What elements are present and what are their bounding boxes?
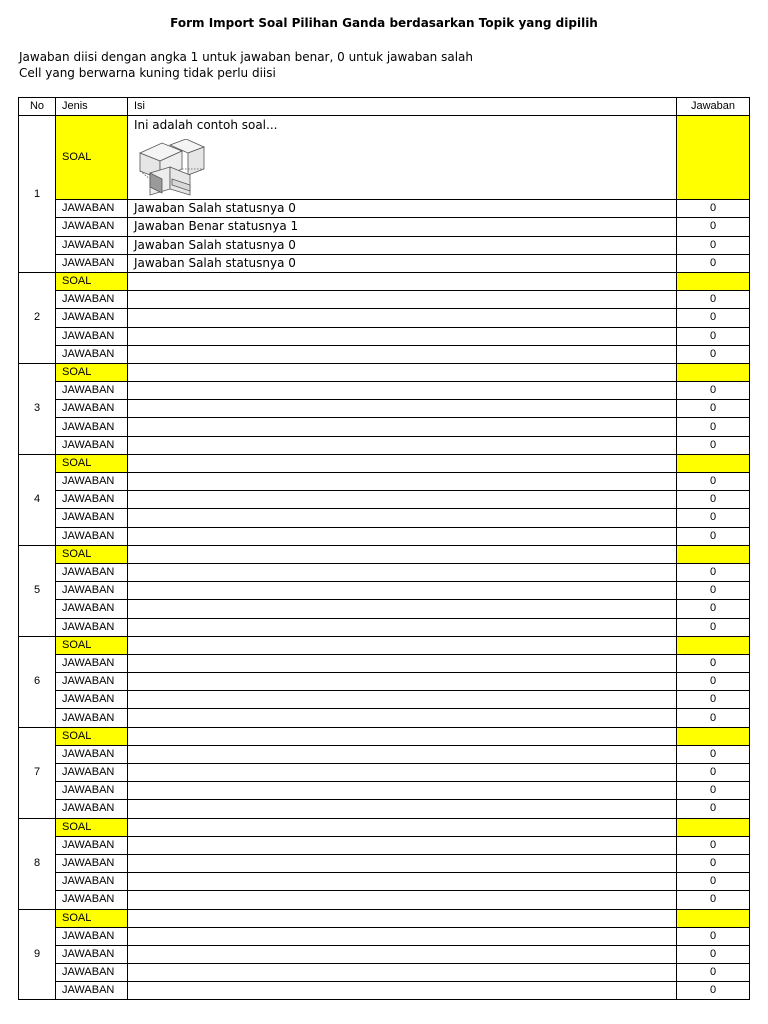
table-body <box>19 116 750 1000</box>
header-jenis: Jenis <box>56 98 128 116</box>
jawaban-row <box>19 291 750 309</box>
jenis-cell: SOAL <box>56 818 128 836</box>
jawaban-value-cell[interactable]: 0 <box>677 600 750 618</box>
jawaban-isi-cell[interactable] <box>128 945 677 963</box>
jawaban-cell-disabled <box>677 727 750 745</box>
jenis-cell: JAWABAN <box>56 600 128 618</box>
question-number: 2 <box>19 272 56 363</box>
jenis-cell: JAWABAN <box>56 891 128 909</box>
question-number: 4 <box>19 454 56 545</box>
jawaban-value-cell[interactable]: 0 <box>677 709 750 727</box>
jenis-cell: SOAL <box>56 454 128 472</box>
header-isi: Isi <box>128 98 677 116</box>
jenis-cell: JAWABAN <box>56 836 128 854</box>
jenis-cell: JAWABAN <box>56 400 128 418</box>
jenis-cell: JAWABAN <box>56 945 128 963</box>
jawaban-row <box>19 945 750 963</box>
jenis-cell: SOAL <box>56 909 128 927</box>
jawaban-value-cell[interactable]: 0 <box>677 527 750 545</box>
jawaban-row <box>19 218 750 236</box>
jawaban-row <box>19 782 750 800</box>
jenis-cell: JAWABAN <box>56 382 128 400</box>
jawaban-value-cell[interactable]: 0 <box>677 745 750 763</box>
soal-isi-cell[interactable] <box>128 116 677 200</box>
jawaban-value-cell[interactable]: 0 <box>677 473 750 491</box>
jenis-cell: JAWABAN <box>56 782 128 800</box>
header-no: No <box>19 98 56 116</box>
jawaban-row <box>19 400 750 418</box>
jenis-cell: JAWABAN <box>56 218 128 236</box>
jawaban-isi-cell[interactable] <box>128 691 677 709</box>
jawaban-value-cell[interactable]: 0 <box>677 563 750 581</box>
jenis-cell: JAWABAN <box>56 254 128 272</box>
jawaban-value-cell[interactable]: 0 <box>677 891 750 909</box>
jenis-cell: JAWABAN <box>56 800 128 818</box>
soal-isi-cell[interactable] <box>128 636 677 654</box>
table-header-row <box>19 98 750 116</box>
soal-row <box>19 636 750 654</box>
jawaban-isi-cell[interactable] <box>128 436 677 454</box>
instruction-line: Jawaban diisi dengan angka 1 untuk jawaban benar, 0 untuk jawaban salah <box>19 50 473 64</box>
jawaban-value-cell[interactable]: 0 <box>677 764 750 782</box>
import-table <box>18 97 750 1000</box>
jawaban-isi-cell[interactable] <box>128 927 677 945</box>
jawaban-cell-disabled <box>677 272 750 290</box>
jawaban-isi-cell[interactable]: Jawaban Salah statusnya 0 <box>128 236 677 254</box>
jawaban-isi-cell[interactable] <box>128 382 677 400</box>
jenis-cell: JAWABAN <box>56 418 128 436</box>
jawaban-isi-cell[interactable] <box>128 800 677 818</box>
jawaban-value-cell[interactable]: 0 <box>677 964 750 982</box>
jawaban-row <box>19 964 750 982</box>
question-number: 7 <box>19 727 56 818</box>
jawaban-row <box>19 382 750 400</box>
jawaban-row <box>19 309 750 327</box>
soal-isi-cell[interactable] <box>128 454 677 472</box>
jawaban-row <box>19 345 750 363</box>
jawaban-isi-cell[interactable] <box>128 400 677 418</box>
jawaban-row <box>19 236 750 254</box>
jenis-cell: JAWABAN <box>56 345 128 363</box>
jawaban-cell-disabled <box>677 636 750 654</box>
jawaban-isi-cell[interactable] <box>128 309 677 327</box>
jenis-cell: JAWABAN <box>56 691 128 709</box>
jenis-cell: JAWABAN <box>56 618 128 636</box>
jawaban-isi-cell[interactable]: Jawaban Salah statusnya 0 <box>128 200 677 218</box>
header-jawaban: Jawaban <box>677 98 750 116</box>
jawaban-row <box>19 473 750 491</box>
jawaban-isi-cell[interactable] <box>128 509 677 527</box>
jawaban-isi-cell[interactable] <box>128 982 677 1000</box>
soal-text: Ini adalah contoh soal... <box>134 118 278 133</box>
jawaban-value-cell[interactable]: 0 <box>677 873 750 891</box>
jawaban-value-cell[interactable]: 0 <box>677 382 750 400</box>
jawaban-isi-cell[interactable] <box>128 764 677 782</box>
jawaban-isi-cell[interactable] <box>128 709 677 727</box>
question-number: 1 <box>19 116 56 273</box>
jenis-cell: JAWABAN <box>56 873 128 891</box>
jawaban-isi-cell[interactable] <box>128 836 677 854</box>
question-number: 6 <box>19 636 56 727</box>
cube-shape-image <box>136 139 208 197</box>
soal-isi-cell[interactable] <box>128 818 677 836</box>
jenis-cell: JAWABAN <box>56 654 128 672</box>
jawaban-isi-cell[interactable] <box>128 418 677 436</box>
jenis-cell: JAWABAN <box>56 527 128 545</box>
soal-row <box>19 454 750 472</box>
jenis-cell: JAWABAN <box>56 745 128 763</box>
jawaban-value-cell[interactable]: 0 <box>677 945 750 963</box>
jenis-cell: JAWABAN <box>56 491 128 509</box>
jenis-cell: JAWABAN <box>56 709 128 727</box>
jawaban-value-cell[interactable]: 0 <box>677 673 750 691</box>
soal-row <box>19 909 750 927</box>
jawaban-isi-cell[interactable] <box>128 527 677 545</box>
jawaban-cell-disabled <box>677 116 750 200</box>
jenis-cell: JAWABAN <box>56 327 128 345</box>
instructions <box>19 49 473 81</box>
jawaban-isi-cell[interactable] <box>128 654 677 672</box>
jawaban-isi-cell[interactable] <box>128 473 677 491</box>
jawaban-row <box>19 745 750 763</box>
jenis-cell: JAWABAN <box>56 582 128 600</box>
jenis-cell: JAWABAN <box>56 964 128 982</box>
jawaban-value-cell[interactable]: 0 <box>677 927 750 945</box>
jawaban-cell-disabled <box>677 818 750 836</box>
jawaban-row <box>19 254 750 272</box>
jawaban-isi-cell[interactable] <box>128 345 677 363</box>
jawaban-value-cell[interactable]: 0 <box>677 436 750 454</box>
instruction-line: Cell yang berwarna kuning tidak perlu diisi <box>19 66 276 80</box>
jawaban-isi-cell[interactable] <box>128 491 677 509</box>
soal-row <box>19 272 750 290</box>
jawaban-row <box>19 200 750 218</box>
jawaban-row <box>19 982 750 1000</box>
jawaban-value-cell[interactable]: 0 <box>677 200 750 218</box>
jenis-cell: JAWABAN <box>56 291 128 309</box>
jawaban-row <box>19 563 750 581</box>
jawaban-value-cell[interactable]: 0 <box>677 800 750 818</box>
jawaban-value-cell[interactable]: 0 <box>677 400 750 418</box>
jawaban-isi-cell[interactable] <box>128 873 677 891</box>
jawaban-value-cell[interactable]: 0 <box>677 418 750 436</box>
jenis-cell: JAWABAN <box>56 309 128 327</box>
jawaban-isi-cell[interactable] <box>128 891 677 909</box>
jawaban-value-cell[interactable]: 0 <box>677 691 750 709</box>
jawaban-row <box>19 836 750 854</box>
jawaban-row <box>19 854 750 872</box>
soal-isi-cell[interactable] <box>128 545 677 563</box>
soal-isi-cell[interactable] <box>128 909 677 927</box>
jawaban-row <box>19 891 750 909</box>
jawaban-row <box>19 764 750 782</box>
jawaban-value-cell[interactable]: 0 <box>677 345 750 363</box>
jawaban-value-cell[interactable]: 0 <box>677 654 750 672</box>
question-number: 3 <box>19 363 56 454</box>
jawaban-cell-disabled <box>677 363 750 381</box>
jenis-cell: JAWABAN <box>56 563 128 581</box>
jawaban-value-cell[interactable]: 0 <box>677 254 750 272</box>
jawaban-row <box>19 491 750 509</box>
jawaban-value-cell[interactable]: 0 <box>677 309 750 327</box>
soal-isi-cell[interactable] <box>128 363 677 381</box>
question-number: 8 <box>19 818 56 909</box>
jawaban-isi-cell[interactable] <box>128 563 677 581</box>
jawaban-value-cell[interactable]: 0 <box>677 782 750 800</box>
jawaban-value-cell[interactable]: 0 <box>677 836 750 854</box>
jawaban-row <box>19 654 750 672</box>
jenis-cell: JAWABAN <box>56 236 128 254</box>
jawaban-isi-cell[interactable]: Jawaban Salah statusnya 0 <box>128 254 677 272</box>
jawaban-isi-cell[interactable] <box>128 782 677 800</box>
jenis-cell: SOAL <box>56 363 128 381</box>
jawaban-cell-disabled <box>677 545 750 563</box>
jawaban-isi-cell[interactable] <box>128 600 677 618</box>
jenis-cell: JAWABAN <box>56 200 128 218</box>
jawaban-isi-cell[interactable]: Jawaban Benar statusnya 1 <box>128 218 677 236</box>
jenis-cell: JAWABAN <box>56 436 128 454</box>
jenis-cell: SOAL <box>56 545 128 563</box>
jawaban-isi-cell[interactable] <box>128 854 677 872</box>
soal-isi-cell[interactable] <box>128 272 677 290</box>
jenis-cell: SOAL <box>56 727 128 745</box>
jawaban-row <box>19 673 750 691</box>
jawaban-row <box>19 927 750 945</box>
jawaban-row <box>19 691 750 709</box>
jawaban-value-cell[interactable]: 0 <box>677 327 750 345</box>
jawaban-value-cell[interactable]: 0 <box>677 982 750 1000</box>
jawaban-row <box>19 418 750 436</box>
jawaban-row <box>19 873 750 891</box>
jenis-cell: SOAL <box>56 636 128 654</box>
jawaban-isi-cell[interactable] <box>128 291 677 309</box>
jawaban-value-cell[interactable]: 0 <box>677 509 750 527</box>
jawaban-row <box>19 800 750 818</box>
jawaban-value-cell[interactable]: 0 <box>677 236 750 254</box>
jawaban-isi-cell[interactable] <box>128 582 677 600</box>
jawaban-row <box>19 582 750 600</box>
jawaban-isi-cell[interactable] <box>128 673 677 691</box>
jawaban-row <box>19 436 750 454</box>
jawaban-row <box>19 509 750 527</box>
jenis-cell: JAWABAN <box>56 673 128 691</box>
jawaban-cell-disabled <box>677 909 750 927</box>
jawaban-value-cell[interactable]: 0 <box>677 618 750 636</box>
jawaban-isi-cell[interactable] <box>128 327 677 345</box>
page-title: Form Import Soal Pilihan Ganda berdasarkan Topik yang dipilih <box>170 16 598 30</box>
jawaban-value-cell[interactable]: 0 <box>677 491 750 509</box>
jawaban-isi-cell[interactable] <box>128 745 677 763</box>
soal-row <box>19 545 750 563</box>
jawaban-isi-cell[interactable] <box>128 964 677 982</box>
jawaban-value-cell[interactable]: 0 <box>677 854 750 872</box>
soal-row <box>19 116 750 200</box>
jenis-cell: JAWABAN <box>56 764 128 782</box>
question-number: 5 <box>19 545 56 636</box>
soal-row <box>19 818 750 836</box>
jenis-cell: SOAL <box>56 272 128 290</box>
jenis-cell: JAWABAN <box>56 473 128 491</box>
jawaban-cell-disabled <box>677 454 750 472</box>
jawaban-row <box>19 600 750 618</box>
jawaban-value-cell[interactable]: 0 <box>677 218 750 236</box>
question-number: 9 <box>19 909 56 1000</box>
jenis-cell: JAWABAN <box>56 509 128 527</box>
jenis-cell: JAWABAN <box>56 854 128 872</box>
jawaban-row <box>19 709 750 727</box>
jawaban-row <box>19 327 750 345</box>
jawaban-row <box>19 527 750 545</box>
jawaban-value-cell[interactable]: 0 <box>677 291 750 309</box>
jenis-cell: SOAL <box>56 116 128 200</box>
jenis-cell: JAWABAN <box>56 982 128 1000</box>
soal-isi-cell[interactable] <box>128 727 677 745</box>
soal-row <box>19 727 750 745</box>
jawaban-value-cell[interactable]: 0 <box>677 582 750 600</box>
jawaban-isi-cell[interactable] <box>128 618 677 636</box>
jenis-cell: JAWABAN <box>56 927 128 945</box>
soal-row <box>19 363 750 381</box>
jawaban-row <box>19 618 750 636</box>
